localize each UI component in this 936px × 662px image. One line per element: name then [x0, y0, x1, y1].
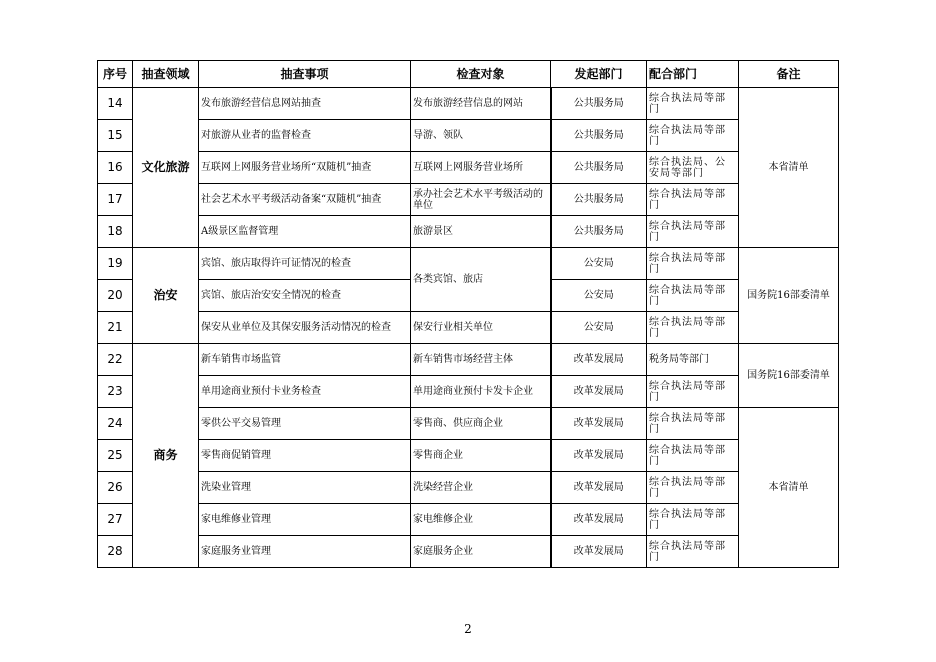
row-coop: 综合执法局等部门 [647, 120, 739, 152]
row-coop: 综合执法局等部门 [647, 504, 739, 536]
row-item: 宾馆、旅店治安安全情况的检查 [199, 280, 411, 312]
row-item: 宾馆、旅店取得许可证情况的检查 [199, 248, 411, 280]
row-object: 发布旅游经营信息的网站 [411, 88, 551, 120]
row-item: 家庭服务业管理 [199, 536, 411, 568]
header-item: 抽查事项 [199, 61, 411, 88]
row-dept: 公共服务局 [551, 152, 647, 184]
row-object: 零售商、供应商企业 [411, 408, 551, 440]
domain-commerce: 商务 [133, 344, 199, 568]
row-coop: 综合执法局等部门 [647, 216, 739, 248]
row-number: 27 [98, 504, 133, 536]
row-number: 22 [98, 344, 133, 376]
row-dept: 改革发展局 [551, 440, 647, 472]
page-number: 2 [464, 622, 472, 636]
row-dept: 公安局 [551, 248, 647, 280]
row-number: 15 [98, 120, 133, 152]
row-dept: 公共服务局 [551, 120, 647, 152]
header-number: 序号 [98, 61, 133, 88]
row-number: 24 [98, 408, 133, 440]
table-row [98, 440, 839, 472]
header-coop: 配合部门 [647, 61, 739, 88]
table-row [98, 472, 839, 504]
row-object: 单用途商业预付卡发卡企业 [411, 376, 551, 408]
table-row [98, 88, 839, 120]
row-item: 零售商促销管理 [199, 440, 411, 472]
row-object: 零售商企业 [411, 440, 551, 472]
row-dept: 改革发展局 [551, 408, 647, 440]
header-domain: 抽查领域 [133, 61, 199, 88]
row-dept: 公安局 [551, 280, 647, 312]
row-object: 互联网上网服务营业场所 [411, 152, 551, 184]
row-coop: 综合执法局、公安局等部门 [647, 152, 739, 184]
row-dept: 改革发展局 [551, 472, 647, 504]
remark-provincial-1: 本省清单 [739, 88, 839, 248]
row-coop: 综合执法局等部门 [647, 408, 739, 440]
domain-security: 治安 [133, 248, 199, 344]
table-row [98, 184, 839, 216]
row-dept: 公共服务局 [551, 216, 647, 248]
inspection-table [97, 60, 839, 568]
row-item: 互联网上网服务营业场所“双随机”抽查 [199, 152, 411, 184]
row-coop: 综合执法局等部门 [647, 248, 739, 280]
row-coop: 综合执法局等部门 [647, 472, 739, 504]
row-dept: 改革发展局 [551, 536, 647, 568]
row-item: A级景区监督管理 [199, 216, 411, 248]
row-dept: 公安局 [551, 312, 647, 344]
row-object: 新车销售市场经营主体 [411, 344, 551, 376]
row-number: 19 [98, 248, 133, 280]
row-object: 洗染经营企业 [411, 472, 551, 504]
row-dept: 公共服务局 [551, 88, 647, 120]
row-object: 承办社会艺术水平考级活动的单位 [411, 184, 551, 216]
row-coop: 综合执法局等部门 [647, 536, 739, 568]
row-dept: 公共服务局 [551, 184, 647, 216]
row-number: 17 [98, 184, 133, 216]
row-object: 各类宾馆、旅店 [411, 248, 551, 312]
domain-culture: 文化旅游 [133, 88, 199, 248]
table-row [98, 312, 839, 344]
remark-state-council-2: 国务院16部委清单 [739, 344, 839, 408]
row-item: 发布旅游经营信息网站抽查 [199, 88, 411, 120]
header-remark: 备注 [739, 61, 839, 88]
table-row [98, 344, 839, 376]
remark-state-council-1: 国务院16部委清单 [739, 248, 839, 344]
row-number: 16 [98, 152, 133, 184]
row-object: 旅游景区 [411, 216, 551, 248]
row-number: 25 [98, 440, 133, 472]
row-number: 18 [98, 216, 133, 248]
table-row [98, 120, 839, 152]
row-number: 14 [98, 88, 133, 120]
header-dept: 发起部门 [551, 61, 647, 88]
table-row [98, 376, 839, 408]
header-row [98, 61, 839, 88]
row-coop: 综合执法局等部门 [647, 312, 739, 344]
table-row [98, 216, 839, 248]
table-row [98, 536, 839, 568]
row-number: 21 [98, 312, 133, 344]
row-item: 单用途商业预付卡业务检查 [199, 376, 411, 408]
row-coop: 综合执法局等部门 [647, 280, 739, 312]
row-coop: 税务局等部门 [647, 344, 739, 376]
table-row [98, 408, 839, 440]
row-number: 28 [98, 536, 133, 568]
table-row [98, 152, 839, 184]
row-coop: 综合执法局等部门 [647, 440, 739, 472]
row-item: 保安从业单位及其保安服务活动情况的检查 [199, 312, 411, 344]
row-item: 零供公平交易管理 [199, 408, 411, 440]
row-number: 26 [98, 472, 133, 504]
remark-provincial-2: 本省清单 [739, 408, 839, 568]
table-row [98, 248, 839, 280]
row-item: 社会艺术水平考级活动备案“双随机”抽查 [199, 184, 411, 216]
row-coop: 综合执法局等部门 [647, 376, 739, 408]
row-item: 对旅游从业者的监督检查 [199, 120, 411, 152]
row-dept: 改革发展局 [551, 376, 647, 408]
row-coop: 综合执法局等部门 [647, 184, 739, 216]
row-object: 家电维修企业 [411, 504, 551, 536]
row-dept: 改革发展局 [551, 504, 647, 536]
row-item: 新车销售市场监管 [199, 344, 411, 376]
header-object: 检查对象 [411, 61, 551, 88]
row-object: 导游、领队 [411, 120, 551, 152]
row-object: 家庭服务企业 [411, 536, 551, 568]
row-object: 保安行业相关单位 [411, 312, 551, 344]
row-number: 23 [98, 376, 133, 408]
row-number: 20 [98, 280, 133, 312]
row-coop: 综合执法局等部门 [647, 88, 739, 120]
table-row [98, 504, 839, 536]
row-item: 洗染业管理 [199, 472, 411, 504]
row-item: 家电维修业管理 [199, 504, 411, 536]
row-dept: 改革发展局 [551, 344, 647, 376]
